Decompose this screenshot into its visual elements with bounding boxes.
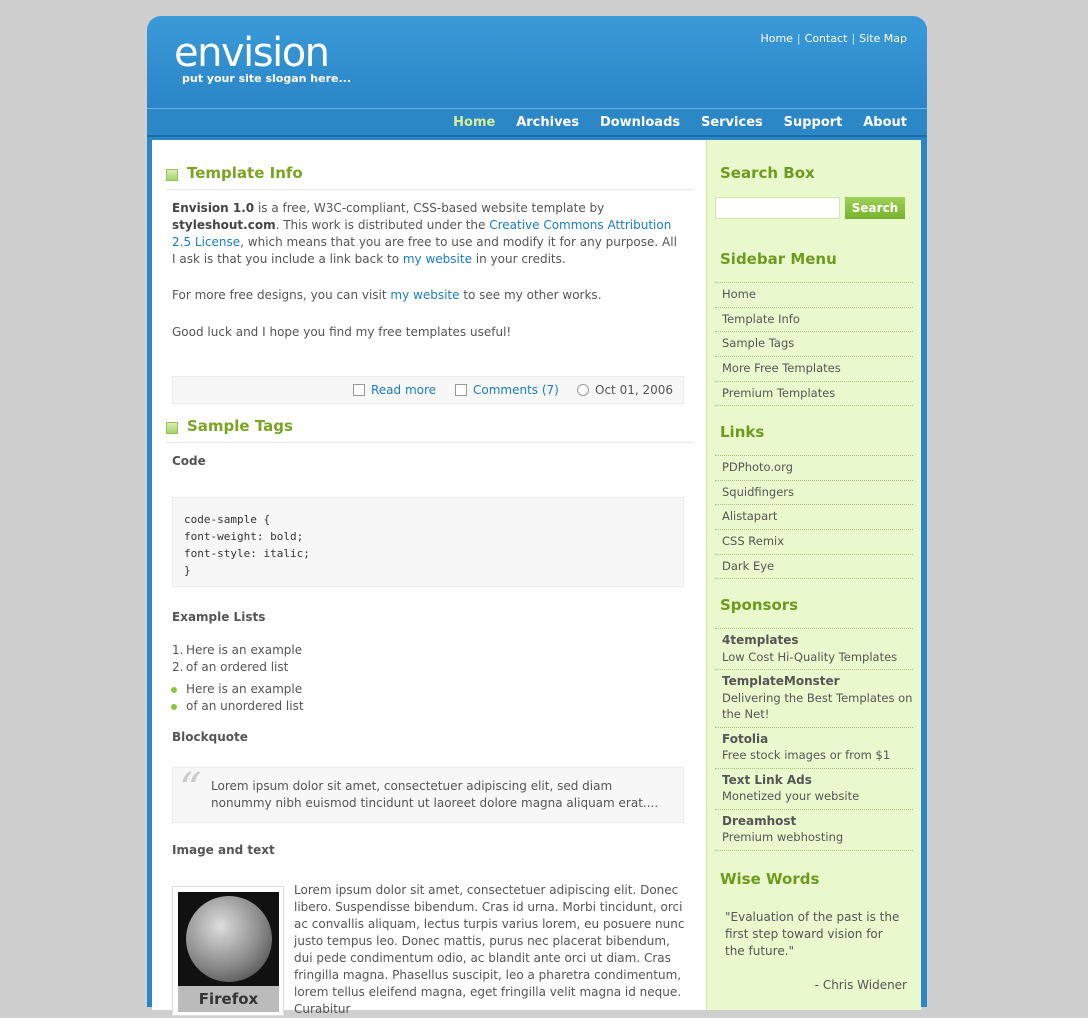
top-links <box>760 32 907 45</box>
top-link-sitemap[interactable]: Site Map <box>859 32 907 45</box>
list-text: of an ordered list <box>186 660 289 674</box>
top-link-home[interactable]: Home <box>760 32 793 45</box>
sponsors-title: Sponsors <box>720 596 799 614</box>
sponsor-name: TemplateMonster <box>722 674 840 688</box>
sidebar-item-sample-tags <box>715 332 913 357</box>
sponsor-name: Text Link Ads <box>722 772 812 787</box>
section-bullet-icon <box>166 422 178 434</box>
quote-mark-icon: “ <box>179 764 202 815</box>
text: , which means that you are free to use and modify it for any purpose. All I ask is that you include a link back to <box>172 235 677 266</box>
nav-archives[interactable]: Archives <box>516 115 580 130</box>
list-text: Here is an example <box>186 643 303 657</box>
text: to see my other works. <box>459 288 602 302</box>
external-link[interactable]: CSS Remix <box>722 534 785 549</box>
code-block <box>172 497 684 587</box>
code-line: code-sample { <box>184 513 271 526</box>
post-footer <box>172 376 684 404</box>
section-title-template-info: Template Info <box>187 164 303 182</box>
wise-words-author: - Chris Widener <box>814 978 907 992</box>
firefox-logo-icon <box>186 896 272 982</box>
comments-link[interactable]: Comments (7) <box>473 383 559 397</box>
code-line: } <box>184 564 191 577</box>
sidebar-link[interactable]: More Free Templates <box>722 361 841 376</box>
main-nav <box>147 108 927 137</box>
list-text: of an unordered list <box>186 699 304 713</box>
blockquote-text: Lorem ipsum dolor sit amet, consectetuer adipiscing elit, sed diam nonummy nibh euismod tincidunt ut laoreet dolore magna aliquam erat.... <box>211 779 659 810</box>
sponsor-link[interactable] <box>722 674 840 688</box>
blockquote-heading: Blockquote <box>172 730 248 744</box>
nav-home[interactable]: Home <box>453 115 496 130</box>
styleshout-link-label: styleshout.com <box>172 218 276 232</box>
sponsor-link[interactable] <box>722 814 796 828</box>
external-link[interactable]: Squidfingers <box>722 484 795 499</box>
main-column <box>152 140 706 1016</box>
links-title: Links <box>720 423 765 441</box>
nav-services[interactable]: Services <box>700 115 763 130</box>
code-line: font-style: italic; <box>184 547 310 560</box>
divider <box>166 189 694 190</box>
page-wrapper <box>147 16 927 1016</box>
sidebar-link[interactable]: Sample Tags <box>722 336 795 351</box>
wise-words-title: Wise Words <box>720 870 820 888</box>
sponsor-name: Dreamhost <box>722 813 797 828</box>
sponsor-item <box>715 629 913 670</box>
sponsor-link[interactable] <box>722 633 799 647</box>
sponsor-item <box>715 810 913 851</box>
image-caption: Firefox <box>178 986 279 1012</box>
external-link[interactable]: Dark Eye <box>722 558 775 573</box>
text: For more free designs, you can visit <box>172 288 391 302</box>
divider <box>166 442 694 443</box>
sponsor-name: Fotolia <box>722 731 769 746</box>
sponsor-link[interactable] <box>722 732 768 746</box>
sponsor-desc: Low Cost Hi-Quality Templates <box>722 649 898 664</box>
sponsor-desc: Monetized your website <box>722 789 860 803</box>
intro-paragraph <box>172 200 684 268</box>
sponsor-item <box>715 728 913 769</box>
text: is a free, W3C-compliant, CSS-based website template by <box>254 201 605 215</box>
code-line: font-weight: bold; <box>184 530 304 543</box>
bullet-icon <box>171 687 177 693</box>
sidebar-item-more-templates <box>715 357 913 382</box>
date-item <box>577 383 673 397</box>
ordered-list-item <box>172 660 289 674</box>
lists-heading: Example Lists <box>172 610 266 624</box>
text: in your credits. <box>471 252 566 266</box>
content-area <box>147 137 927 1016</box>
license-link[interactable]: Creative Commons Attribution 2.5 License <box>172 218 672 249</box>
external-link[interactable]: PDPhoto.org <box>722 460 793 474</box>
divider: | <box>851 32 856 45</box>
external-link[interactable]: Alistapart <box>722 509 778 524</box>
sidebar-link[interactable]: Template Info <box>722 311 800 326</box>
post-date: Oct 01, 2006 <box>595 383 673 397</box>
text: . This work is distributed under the <box>275 218 490 232</box>
clock-icon <box>577 384 589 396</box>
sponsor-item <box>715 769 913 810</box>
sponsor-link[interactable] <box>722 773 812 787</box>
section-bullet-icon <box>166 169 178 181</box>
list-item <box>715 505 913 530</box>
sponsor-desc: Delivering the Best Templates on the Net! <box>722 690 913 721</box>
sidebar-item-premium-templates <box>715 382 913 407</box>
template-name: Envision 1.0 <box>172 201 255 215</box>
read-more-link[interactable]: Read more <box>371 383 437 397</box>
code-heading: Code <box>172 454 206 468</box>
image-frame <box>178 892 279 986</box>
nav-downloads[interactable]: Downloads <box>599 115 681 130</box>
wise-words-quote: "Evaluation of the past is the first step toward vision for the future." <box>725 910 900 958</box>
blockquote <box>172 764 684 823</box>
sidebar-item-home <box>715 283 913 308</box>
more-designs-paragraph <box>172 287 684 304</box>
site-slogan: put your site slogan here... <box>182 72 352 85</box>
image-text-heading: Image and text <box>172 843 275 857</box>
nav-about[interactable]: About <box>863 115 907 130</box>
bullet-icon <box>171 704 177 710</box>
sponsors-list <box>715 628 913 851</box>
comments-item <box>455 383 559 397</box>
site-logo[interactable]: envision <box>174 30 329 76</box>
unordered-list-item <box>186 699 304 713</box>
comment-icon <box>455 384 467 396</box>
my-website-link[interactable]: my website <box>402 252 472 266</box>
header <box>147 16 927 108</box>
sidebar-menu <box>715 282 913 406</box>
sponsor-desc: Premium webhosting <box>722 830 844 844</box>
sidebar-menu-title: Sidebar Menu <box>720 250 837 268</box>
read-more-item <box>353 383 436 397</box>
firefox-image <box>172 886 284 1016</box>
image-paragraph: Lorem ipsum dolor sit amet, consectetuer adipiscing elit. Donec libero. Suspendisse bibendum. Cras id urna. Morbi tincidunt, orci ac convallis aliquam, lectus turpis varius lorem, eu posuere nunc justo tempus leo. Donec mattis, purus nec placerat bibendum, dui pede condimentum odio, ac blandit ante orci ut diam. Cras fringilla magna. Phasellus suscipit, leo a pharetra condimentum, lorem tellus eleifend magna, eget fringilla velit magna id neque. Curabitur <box>294 883 685 1016</box>
sidebar-item-template-info <box>715 308 913 333</box>
sponsor-desc: Free stock images or from $1 <box>722 748 891 762</box>
list-item <box>715 555 913 580</box>
sponsor-name: 4templates <box>722 633 799 647</box>
list-text: Here is an example <box>186 682 303 696</box>
search-input[interactable] <box>715 197 840 219</box>
search-button[interactable]: Search <box>845 197 905 219</box>
good-luck-paragraph: Good luck and I hope you find my free templates useful! <box>172 325 512 339</box>
sidebar <box>706 140 921 1010</box>
nav-support[interactable]: Support <box>783 115 843 130</box>
sidebar-link[interactable]: Premium Templates <box>722 385 836 400</box>
top-link-contact[interactable]: Contact <box>804 32 848 45</box>
divider: | <box>796 32 801 45</box>
section-title-sample-tags: Sample Tags <box>187 417 293 435</box>
list-item <box>715 456 913 481</box>
search-box-title: Search Box <box>720 164 815 182</box>
list-number: 1. <box>172 643 184 657</box>
ordered-list-item <box>172 643 303 657</box>
my-website-link-2[interactable]: my website <box>390 288 460 302</box>
page-icon <box>353 384 365 396</box>
list-item <box>715 481 913 506</box>
unordered-list-item <box>186 682 302 696</box>
sponsor-item <box>715 670 913 728</box>
sidebar-link[interactable]: Home <box>722 287 756 301</box>
list-number: 2. <box>172 660 184 674</box>
list-item <box>715 530 913 555</box>
styleshout-link[interactable] <box>172 218 276 232</box>
links-list <box>715 455 913 579</box>
